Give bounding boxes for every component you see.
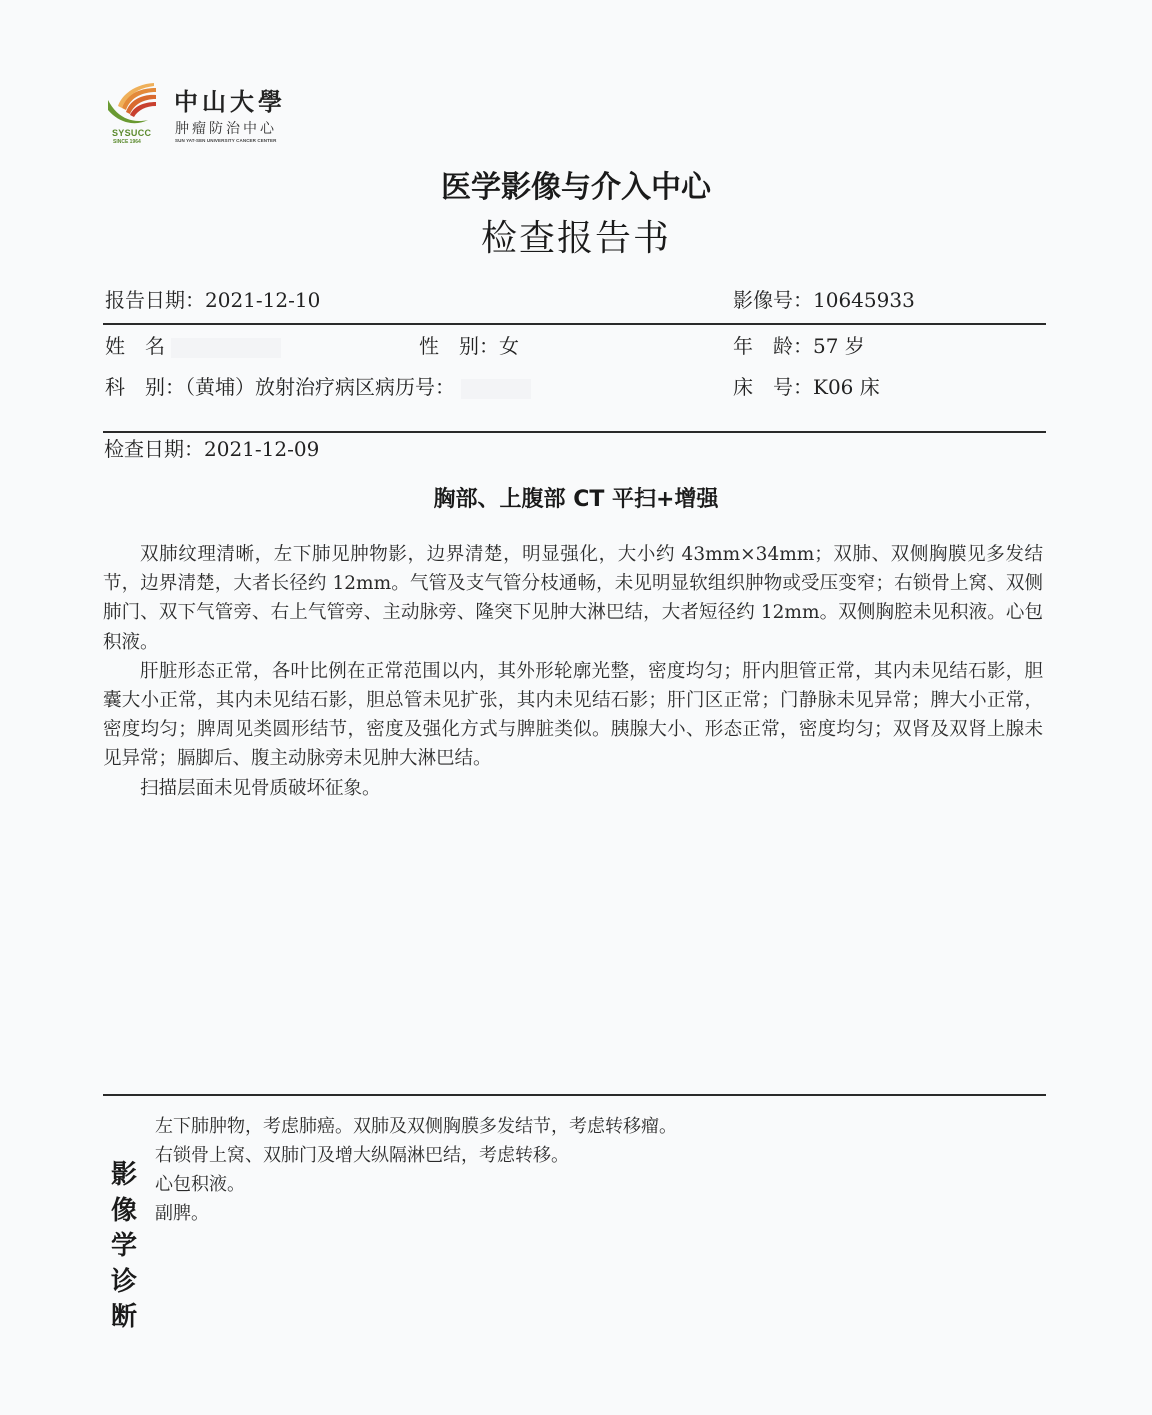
record-number-redacted: [461, 379, 531, 399]
report-date-label: 报告日期：: [105, 288, 205, 312]
exam-date-label: 检查日期：: [104, 437, 204, 461]
findings-paragraph-abdomen: 肝脏形态正常，各叶比例在正常范围以内，其外形轮廓光整，密度均匀；肝内胆管正常，其内未见结石影，胆囊大小正常，其内未见结石影，胆总管未见扩张，其内未见结石影；肝门区正常；门静脉未见异常；脾大小正常，密度均匀；脾周见类圆形结节，密度及强化方式与脾脏类似。胰腺大小、形态正常，密度均匀；双肾及双肾上腺未见异常；膈脚后、腹主动脉旁未见肿大淋巴结。: [103, 660, 1043, 770]
report-date: [105, 284, 320, 313]
findings-section: [103, 540, 1043, 803]
hospital-logo: [102, 80, 312, 150]
findings-paragraph-bone: 扫描层面未见骨质破坏征象。: [140, 777, 381, 799]
logo-abbr: SYSUCC: [112, 128, 152, 138]
diagnosis-label: [107, 1158, 141, 1336]
department-label: 科 别：: [105, 375, 185, 399]
exam-title: 胸部、上腹部 CT 平扫+增强: [433, 487, 719, 512]
department-title: 医学影像与介入中心: [441, 170, 711, 205]
patient-age: [733, 330, 865, 359]
logo-since: SINCE 1964: [113, 139, 141, 145]
patient-bed: [733, 371, 880, 400]
diagnosis-label-char: 断: [110, 1302, 137, 1332]
patient-name: [105, 330, 281, 359]
patient-sex-label: 性 别：: [419, 334, 499, 358]
logo-name-en: SUN YAT-SEN UNIVERSITY CANCER CENTER: [175, 138, 277, 143]
image-number: [733, 284, 915, 313]
diagnosis-label-char: 像: [110, 1195, 137, 1226]
patient-age-label: 年 龄：: [733, 334, 813, 358]
divider-diagnosis: [103, 1094, 1046, 1096]
diagnosis-item: 心包积液。: [155, 1174, 245, 1195]
patient-name-label: 姓 名: [105, 334, 165, 358]
diagnosis-label-char: 诊: [110, 1266, 137, 1297]
divider-top: [103, 323, 1046, 325]
diagnosis-label-char: 影: [110, 1160, 137, 1190]
findings-paragraph-chest: 双肺纹理清晰，左下肺见肿物影，边界清楚，明显强化，大小约 43mm×34mm；双肺、双侧胸膜见多发结节，边界清楚，大者长径约 12mm。气管及支气管分枝通畅，未见明显软组织肿物或受压变窄；右锁骨上窝、双侧肺门、双下气管旁、右上气管旁、主动脉旁、隆突下见肿大淋巴结，大者短径约 12mm。双侧胸腔未见积液。心包积液。: [103, 544, 1043, 653]
image-number-label: 影像号：: [733, 288, 813, 312]
bed-value: K06 床: [813, 375, 880, 399]
diagnosis-list: [155, 1112, 677, 1228]
diagnosis-item: 副脾。: [155, 1203, 209, 1224]
bed-label: 床 号：: [733, 375, 813, 399]
department-value: （黄埔）放射治疗病区: [185, 375, 375, 399]
diagnosis-label-char: 学: [110, 1231, 137, 1261]
patient-department: [105, 371, 531, 400]
diagnosis-item: 右锁骨上窝、双肺门及增大纵隔淋巴结，考虑转移。: [155, 1145, 569, 1166]
document-title: 检查报告书: [480, 218, 671, 259]
record-number-label: 病历号：: [375, 375, 455, 399]
patient-sex-value: 女: [499, 334, 519, 358]
patient-sex: [419, 330, 519, 359]
exam-date: [104, 433, 319, 462]
exam-date-value: 2021-12-09: [204, 437, 320, 461]
patient-name-redacted: [171, 338, 281, 358]
logo-subtitle-cn: 肿瘤防治中心: [175, 121, 277, 137]
patient-age-value: 57 岁: [813, 334, 865, 358]
report-date-value: 2021-12-10: [205, 288, 321, 312]
diagnosis-item: 左下肺肿物，考虑肺癌。双肺及双侧胸膜多发结节，考虑转移瘤。: [155, 1116, 677, 1137]
image-number-value: 10645933: [813, 288, 915, 312]
logo-name-cn: 中山大學: [174, 88, 286, 116]
